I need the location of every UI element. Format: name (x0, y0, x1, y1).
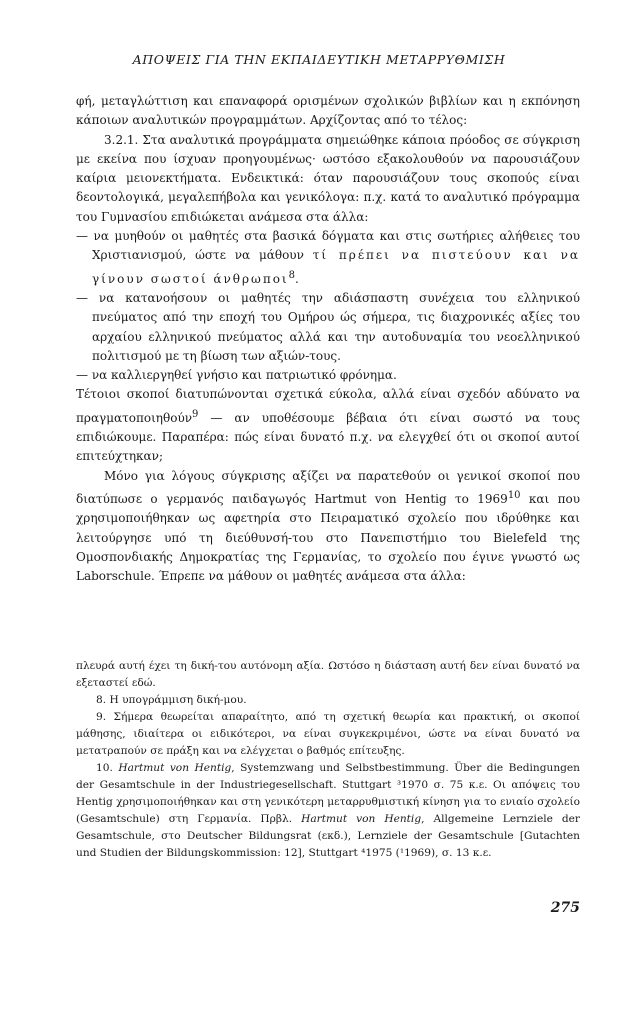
footnote-10 (76, 760, 580, 862)
paragraph-text: Μόνο για λόγους σύγκρισης αξίζει να παρατεθούν οι γενικοί σκοποί που διατύπωσε ο γερμανός παιδαγωγός Hartmut von Hentig το 1969 (76, 468, 580, 506)
emphasized-spaced-text: τί πρέπει να πιστεύουν και να γίνουν σωστοί άνθρωποι (92, 248, 580, 286)
list-item-end: . (295, 271, 299, 286)
paragraph (76, 467, 580, 587)
footnote-ref-10: 10 (507, 489, 521, 501)
running-head: ΑΠΟΨΕΙΣ ΓΙΑ ΤΗΝ ΕΚΠΑΙΔΕΥΤΙΚΗ ΜΕΤΑΡΡΥΘΜΙΣΗ (132, 52, 506, 67)
paragraph-text: Τέτοιοι σκοποί διατυπώνονται σχετικά εύκολα, αλλά είναι σχεδόν αδύνατο να πραγματοποιηθούν (76, 387, 580, 425)
paragraph-continuation: φή, μεταγλώττιση και επαναφορά ορισμένων σχολικών βιβλίων και η εκπόνηση κάποιων αναλυτικών προγραμμάτων. Αρχίζοντας από το τέλος: (76, 94, 580, 128)
footnote-text: , Systemzwang und Selbstbestimmung. Über die Bedingungen der Gesamtschule in der Industriegesellschaft. Stuttgart ³1970 σ. 75 κ.ε. Οι απόψεις του Hentig χρησιμοποιήθηκαν και στη γενικότερη μεταρρυθμιστική κίνηση για το ενιαίο σχολείο (Gesamtschule) στη Γερμανία. Πρβλ. (76, 762, 581, 825)
paragraph-text: και που χρησιμοποιήθηκαν ως αφετηρία στο Πειραματικό σχολείο που ιδρύθηκε και λειτούργησε υπό τη διεύθυνσή-του στο Πανεπιστήμιο του Bielefeld της Ομοσπονδιακής Δημοκρατίας της Γερμανίας, το σχολείο που έγινε γνωστό ως Laborschule. Έπρεπε να μάθουν οι μαθητές ανάμεσα στα άλλα: (76, 491, 581, 584)
paragraph (76, 385, 580, 466)
footnotes (76, 658, 580, 862)
footnote-continuation: πλευρά αυτή έχει τη δική-του αυτόνομη αξία. Ωστόσο η διάσταση αυτή δεν είναι δυνατό να εξεταστεί εδώ. (76, 660, 580, 689)
list-item: — να καλλιεργηθεί γνήσιο και πατριωτικό φρόνημα. (76, 368, 397, 383)
footnote-label: 10. (96, 762, 119, 774)
footnote-ref-9: 9 (192, 408, 199, 420)
main-text (76, 92, 580, 586)
author-name: Hartmut von Hentig (301, 813, 422, 825)
footnote-text: , Allgemeine Lernziele der Gesamtschule, στο Deutscher Bildungsrat (εκδ.), Lernziele der Gesamtschule [Gutachten und Studien der Bildungskommission: 12], Stuttgart ⁴1975 (¹1969), σ. 13 κ.ε. (76, 813, 580, 859)
paragraph-text: — αν υποθέσουμε βέβαια ότι είναι σωστό να τους επιδιώκουμε. Παραπέρα: πώς είναι δυνατό π.χ. να ελεγχθεί ότι οι σκοποί αυτοί επιτεύχτηκαν; (76, 410, 580, 464)
list-item-text: — να μυηθούν οι μαθητές στα βασικά δόγματα και στις σωτήριες αλήθειες του Χριστιανισμού, ώστε να μάθουν (76, 229, 580, 263)
list-item: — να κατανοήσουν οι μαθητές την αδιάσπαστη συνέχεια του ελληνικού πνεύματος από την εποχή του Ομήρου ώς σήμερα, τις διαχρονικές αξίες του αρχαίου ελληνικού πνεύματος αλλά και την αυτοδυναμία του νεοελληνικού πολιτισμού με τη βίωση των αξιών-τους. (76, 290, 580, 363)
footnote-9: 9. Σήμερα θεωρείται απαραίτητο, από τη σχετική θεωρία και πρακτική, οι σκοποί μάθησης, ιδιαίτερα οι ειδικότεροι, να είναι συγκεκριμένοι, ώστε να είναι δυνατό να μετατραπούν σε πράξη και να ελέγχεται ο βαθμός επίτευξης. (76, 711, 580, 757)
footnote-ref-8: 8 (288, 269, 296, 281)
list-item (76, 227, 580, 289)
author-name: Hartmut von Hentig (118, 762, 232, 774)
paragraph-section-3-2-1: 3.2.1. Στα αναλυτικά προγράμματα σημειώθηκε κάποια πρόοδος σε σύγκριση με εκείνα που ίσχυαν προηγουμένως· ωστόσο εξακολουθούν να παρουσιάζουν καίρια μειονεκτήματα. Ενδεικτικά: όταν παρουσιάζουν τους σκοπούς είναι δεοντολογικά, μεγαλεπήβολα και γενικόλογα: π.χ. κατά το αναλυτικό πρόγραμμα του Γυμνασίου επιδιώκεται ανάμεσα στα άλλα: (76, 132, 580, 224)
footnote-8: 8. Η υπογράμμιση δική-μου. (96, 694, 247, 706)
page-number: 275 (550, 900, 580, 916)
